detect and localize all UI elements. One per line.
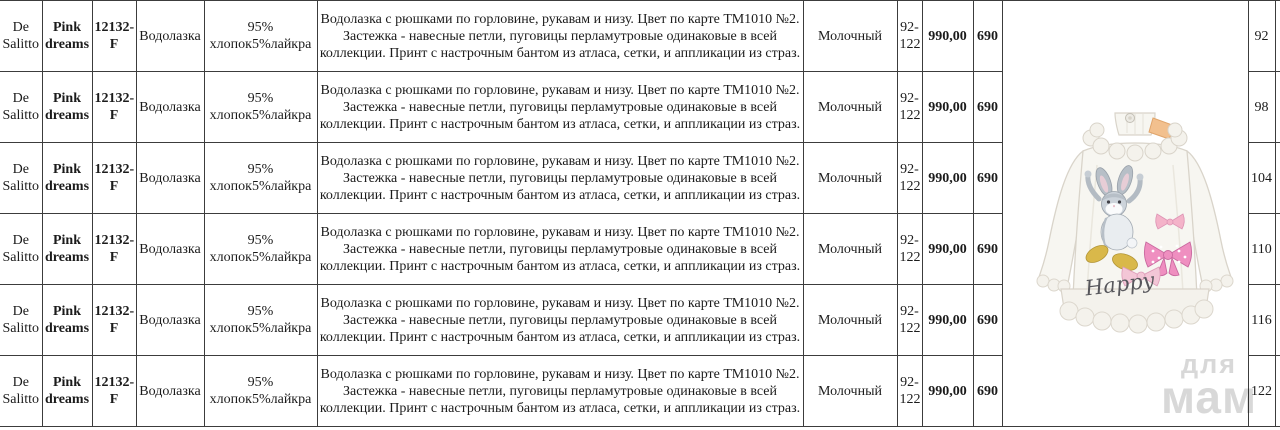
article-cell: 12132-F [92, 72, 136, 143]
article-cell: 12132-F [92, 356, 136, 427]
sale-price-cell: 690 [973, 143, 1002, 214]
color-cell: Молочный [803, 356, 897, 427]
description-cell: Водолазка с рюшками по горловине, рукавам и низу. Цвет по карте ТМ1010 №2. Застежка - навесные петли, пуговицы перламутровые одинаковые в всей коллекции. Принт с настрочным бантом из атласа, сетки, и аппликации из страз. [317, 214, 803, 285]
product-image-cell [1002, 1, 1248, 427]
composition-cell: 95% хлопок5%лайкра [204, 285, 317, 356]
description-cell: Водолазка с рюшками по горловине, рукавам и низу. Цвет по карте ТМ1010 №2. Застежка - навесные петли, пуговицы перламутровые одинаковые в всей коллекции. Принт с настрочным бантом из атласа, сетки, и аппликации из страз. [317, 143, 803, 214]
edge-cell [1275, 356, 1280, 427]
price-cell: 990,00 [922, 285, 973, 356]
table-row [0, 1, 1280, 72]
color-cell: Молочный [803, 143, 897, 214]
brand-cell: De Salitto [0, 285, 42, 356]
size-cell: 122 [1248, 356, 1275, 427]
size-range-cell: 92-122 [897, 1, 922, 72]
product-type-cell: Водолазка [136, 1, 204, 72]
price-cell: 990,00 [922, 1, 973, 72]
price-cell: 990,00 [922, 143, 973, 214]
turtleneck-photo-illustration [1027, 105, 1243, 337]
product-type-cell: Водолазка [136, 285, 204, 356]
article-cell: 12132-F [92, 1, 136, 72]
watermark-line-1: для [1180, 349, 1238, 379]
description-cell: Водолазка с рюшками по горловине, рукавам и низу. Цвет по карте ТМ1010 №2. Застежка - навесные петли, пуговицы перламутровые одинаковые в всей коллекции. Принт с настрочным бантом из атласа, сетки, и аппликации из страз. [317, 72, 803, 143]
size-cell: 98 [1248, 72, 1275, 143]
composition-cell: 95% хлопок5%лайкра [204, 1, 317, 72]
article-cell: 12132-F [92, 285, 136, 356]
watermark-line-2: мам [1160, 371, 1258, 423]
article-cell: 12132-F [92, 214, 136, 285]
size-range-cell: 92-122 [897, 285, 922, 356]
product-type-cell: Водолазка [136, 143, 204, 214]
brand-cell: De Salitto [0, 72, 42, 143]
sale-price-cell: 690 [973, 1, 1002, 72]
edge-cell [1275, 285, 1280, 356]
sale-price-cell: 690 [973, 356, 1002, 427]
size-cell: 110 [1248, 214, 1275, 285]
brand-cell: De Salitto [0, 1, 42, 72]
collar [1083, 113, 1187, 161]
size-cell: 104 [1248, 143, 1275, 214]
sale-price-cell: 690 [973, 72, 1002, 143]
composition-cell: 95% хлопок5%лайкра [204, 214, 317, 285]
collection-cell: Pink dreams [42, 356, 92, 427]
collection-cell: Pink dreams [42, 214, 92, 285]
edge-cell [1275, 214, 1280, 285]
product-type-cell: Водолазка [136, 356, 204, 427]
color-cell: Молочный [803, 285, 897, 356]
brand-cell: De Salitto [0, 143, 42, 214]
composition-cell: 95% хлопок5%лайкра [204, 143, 317, 214]
composition-cell: 95% хлопок5%лайкра [204, 356, 317, 427]
size-range-cell: 92-122 [897, 72, 922, 143]
color-cell: Молочный [803, 214, 897, 285]
brand-cell: De Salitto [0, 356, 42, 427]
description-cell: Водолазка с рюшками по горловине, рукавам и низу. Цвет по карте ТМ1010 №2. Застежка - навесные петли, пуговицы перламутровые одинаковые в всей коллекции. Принт с настрочным бантом из атласа, сетки, и аппликации из страз. [317, 285, 803, 356]
collection-cell: Pink dreams [42, 143, 92, 214]
price-cell: 990,00 [922, 356, 973, 427]
collection-cell: Pink dreams [42, 285, 92, 356]
size-cell: 92 [1248, 1, 1275, 72]
size-range-cell: 92-122 [897, 143, 922, 214]
edge-cell [1275, 1, 1280, 72]
edge-cell [1275, 143, 1280, 214]
composition-cell: 95% хлопок5%лайкра [204, 72, 317, 143]
price-cell: 990,00 [922, 214, 973, 285]
product-type-cell: Водолазка [136, 72, 204, 143]
color-cell: Молочный [803, 1, 897, 72]
product-type-cell: Водолазка [136, 214, 204, 285]
collection-cell: Pink dreams [42, 72, 92, 143]
edge-cell [1275, 72, 1280, 143]
sale-price-cell: 690 [973, 285, 1002, 356]
price-cell: 990,00 [922, 72, 973, 143]
size-cell: 116 [1248, 285, 1275, 356]
size-range-cell: 92-122 [897, 356, 922, 427]
sale-price-cell: 690 [973, 214, 1002, 285]
size-range-cell: 92-122 [897, 214, 922, 285]
product-photo [1027, 105, 1243, 337]
collection-cell: Pink dreams [42, 1, 92, 72]
brand-cell: De Salitto [0, 214, 42, 285]
description-cell: Водолазка с рюшками по горловине, рукавам и низу. Цвет по карте ТМ1010 №2. Застежка - навесные петли, пуговицы перламутровые одинаковые в всей коллекции. Принт с настрочным бантом из атласа, сетки, и аппликации из страз. [317, 356, 803, 427]
article-cell: 12132-F [92, 143, 136, 214]
color-cell: Молочный [803, 72, 897, 143]
print-text: Happy [1083, 268, 1156, 301]
hem-lace [1060, 289, 1213, 333]
description-cell: Водолазка с рюшками по горловине, рукавам и низу. Цвет по карте ТМ1010 №2. Застежка - навесные петли, пуговицы перламутровые одинаковые в всей коллекции. Принт с настрочным бантом из атласа, сетки, и аппликации из страз. [317, 1, 803, 72]
